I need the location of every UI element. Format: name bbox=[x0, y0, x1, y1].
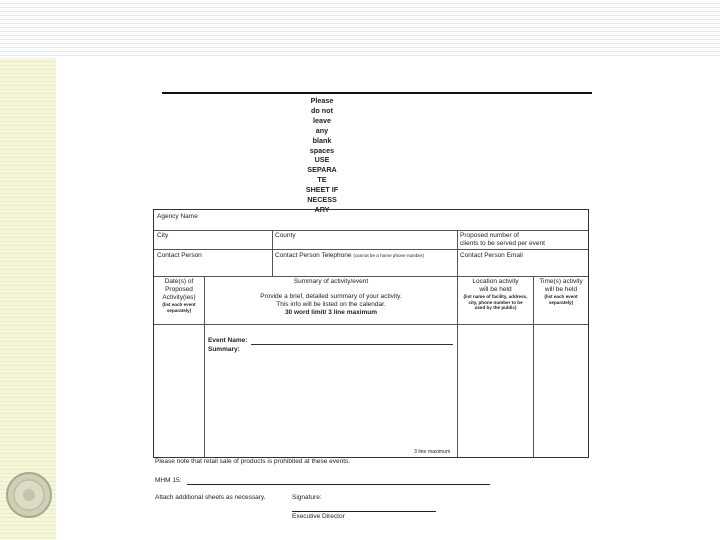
retail-sale-note: Please note that retail sale of products is prohibited at these events. bbox=[155, 458, 351, 465]
summary-heading: Summary of activity/event bbox=[293, 278, 369, 285]
proposed-number-line-1: Proposed number of bbox=[460, 232, 519, 239]
contact-person-label: Contact Person bbox=[157, 252, 202, 259]
location-header bbox=[458, 278, 533, 311]
row-divider bbox=[154, 249, 588, 250]
summary-line-2: This info will be listed on the calendar. bbox=[276, 301, 386, 308]
event-name-line bbox=[251, 344, 453, 345]
location-header-line-1: Location activity bbox=[472, 278, 519, 285]
row-divider bbox=[154, 230, 588, 231]
contact-phone-note: (cannot be a home phone number) bbox=[353, 253, 425, 258]
location-header-note-2: city, phone number to be bbox=[468, 299, 523, 305]
dates-header bbox=[154, 278, 204, 313]
form-document bbox=[140, 88, 600, 528]
location-header-note-1: (list name of facility, address, bbox=[463, 294, 528, 299]
location-header-note-3: used by the public) bbox=[474, 305, 517, 311]
header-ruled-lines bbox=[0, 0, 720, 58]
instruction-line: any bbox=[315, 125, 329, 135]
contact-phone-text: Contact Person Telephone bbox=[275, 252, 352, 259]
instruction-line: leave bbox=[313, 115, 331, 125]
instruction-line: USE bbox=[314, 155, 330, 165]
dates-header-note-1: (list each event bbox=[162, 302, 196, 307]
column-divider bbox=[272, 230, 273, 276]
time-header bbox=[534, 278, 588, 305]
line-maximum-note: 3 line maximum bbox=[414, 449, 451, 455]
mhm-line bbox=[187, 484, 490, 485]
agency-name-label: Agency Name bbox=[157, 213, 198, 220]
time-header-line-1: Time(s) activity bbox=[539, 278, 583, 285]
row-divider bbox=[154, 324, 588, 325]
instruction-line: TE bbox=[317, 175, 327, 185]
instruction-line: blank bbox=[312, 135, 332, 145]
summary-label: Summary: bbox=[208, 346, 240, 353]
time-header-note-1: (list each event bbox=[544, 294, 578, 299]
event-name-label: Event Name: bbox=[208, 337, 248, 344]
dates-header-line-3: Activity(ies) bbox=[162, 294, 196, 301]
column-divider bbox=[457, 230, 458, 457]
instruction-line: SEPARA bbox=[307, 165, 337, 175]
summary-line-3: 30 word limit/ 3 line maximum bbox=[284, 309, 378, 316]
city-label: City bbox=[157, 232, 169, 239]
contact-email-label: Contact Person Email bbox=[460, 252, 523, 259]
attach-note: Attach additional sheets as necessary. bbox=[155, 494, 266, 501]
mhm-label: MHM 15: bbox=[155, 477, 182, 484]
dates-header-line-1: Date(s) of bbox=[164, 278, 194, 285]
instruction-line: ARY bbox=[314, 204, 330, 214]
instruction-line: SHEET IF bbox=[305, 185, 339, 195]
location-header-line-2: will be held bbox=[479, 286, 512, 293]
application-form-table bbox=[153, 209, 589, 458]
dates-header-note-2: separately) bbox=[166, 307, 192, 313]
instruction-line: spaces bbox=[309, 145, 335, 155]
instruction-line: NECESS bbox=[307, 195, 337, 205]
summary-header bbox=[205, 278, 457, 317]
time-header-line-2: will be held bbox=[544, 286, 578, 293]
time-header-note-2: separately) bbox=[548, 299, 574, 305]
contact-phone-label bbox=[275, 252, 424, 260]
proposed-number-label bbox=[460, 232, 545, 248]
summary-line-1: Provide a brief, detailed summary of your activity. bbox=[260, 293, 402, 300]
instruction-line: do not bbox=[311, 105, 333, 115]
row-divider bbox=[154, 276, 588, 277]
dates-header-line-2: Proposed bbox=[165, 286, 193, 293]
executive-director-label: Executive Director bbox=[292, 513, 345, 520]
top-rule bbox=[162, 92, 592, 94]
seal-icon bbox=[5, 455, 53, 535]
instruction-line: Please bbox=[310, 96, 334, 105]
proposed-number-line-2: clients to be served per event bbox=[460, 240, 545, 247]
signature-line bbox=[292, 511, 436, 512]
instruction-note bbox=[298, 96, 346, 215]
county-label: County bbox=[275, 232, 296, 239]
signature-label: Signature: bbox=[292, 494, 322, 501]
